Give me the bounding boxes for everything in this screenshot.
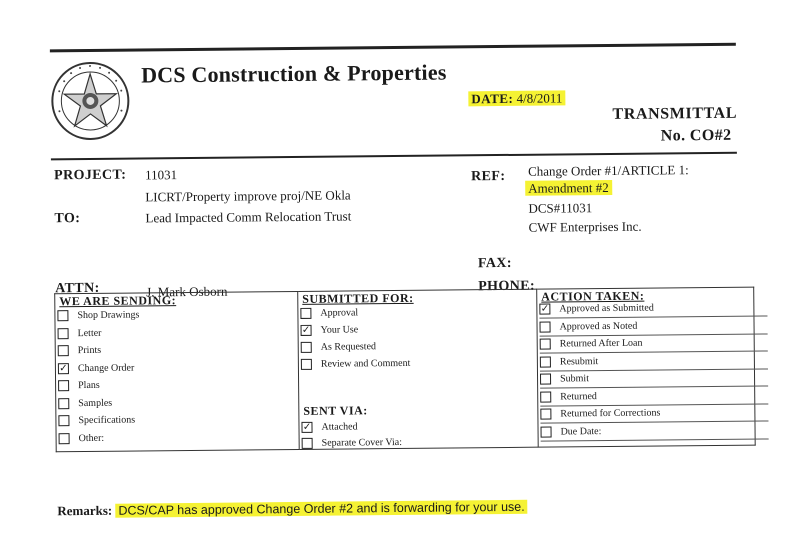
action-option-label: Approved as Submitted — [559, 302, 654, 315]
document-type: TRANSMITTAL — [612, 104, 738, 123]
sending-option-label: Shop Drawings — [77, 309, 140, 322]
action-option-row[interactable] — [539, 299, 767, 318]
submitted-option-label: As Requested — [320, 341, 377, 353]
sending-option-label: Samples — [78, 397, 113, 409]
action-option-row[interactable] — [540, 352, 768, 371]
submitted-option-label: Review and Comment — [320, 357, 411, 370]
sent-via-option-row[interactable] — [302, 434, 530, 452]
action-option-checkbox[interactable] — [540, 409, 551, 420]
remarks-label: Remarks: — [57, 502, 113, 519]
sent-via-option-checkbox[interactable]: ✓ — [302, 421, 312, 433]
submitted-option-checkbox[interactable] — [301, 342, 312, 353]
action-option-row[interactable] — [540, 422, 768, 441]
sending-option-label: Change Order — [77, 362, 135, 374]
action-option-label: Submit — [560, 373, 590, 385]
submitted-option-checkbox[interactable] — [301, 359, 312, 370]
attn-label: ATTN: — [55, 280, 100, 297]
submitted-option-row[interactable] — [301, 338, 529, 356]
submitted-option-label: Approval — [320, 307, 359, 319]
sending-option-row[interactable] — [58, 394, 286, 412]
sending-option-checkbox[interactable] — [58, 380, 69, 391]
action-option-checkbox[interactable] — [539, 321, 550, 332]
transmittal-checkbox-grid — [54, 287, 755, 453]
project-number: 11031 — [145, 167, 178, 183]
sending-option-label: Specifications — [78, 414, 136, 427]
action-option-checkbox[interactable] — [540, 391, 551, 402]
sent-via-option-label: Attached — [321, 421, 358, 433]
ref-label: REF: — [471, 168, 506, 185]
action-taken-heading: ACTION TAKEN: — [541, 288, 645, 304]
sending-option-label: Plans — [78, 379, 100, 392]
sending-option-row[interactable] — [58, 411, 286, 429]
action-option-checkbox[interactable] — [540, 356, 551, 367]
sending-option-row[interactable] — [58, 341, 286, 359]
submitted-option-checkbox[interactable]: ✓ — [301, 324, 311, 336]
action-option-label: Returned for Corrections — [560, 407, 661, 420]
action-option-checkbox[interactable] — [540, 374, 551, 385]
sending-option-checkbox[interactable] — [57, 310, 68, 321]
header-top-rule — [50, 43, 736, 53]
sending-option-label: Other: — [78, 432, 105, 444]
sending-option-checkbox[interactable] — [59, 433, 70, 444]
action-option-checkbox[interactable] — [541, 426, 552, 437]
sent-via-option-checkbox[interactable] — [302, 438, 313, 449]
sending-option-row[interactable] — [59, 429, 287, 447]
to-label: TO: — [54, 211, 81, 227]
submitted-for-section — [298, 289, 539, 449]
date-highlight — [468, 90, 565, 106]
submitted-for-heading: SUBMITTED FOR: — [302, 290, 414, 306]
sending-option-checkbox[interactable] — [58, 345, 69, 356]
action-option-checkbox[interactable]: ✓ — [540, 303, 550, 315]
sending-option-row[interactable] — [58, 376, 286, 394]
ref-line-1: Change Order #1/ARTICLE 1: — [527, 162, 689, 179]
date-field — [468, 90, 565, 107]
sending-option-checkbox[interactable] — [58, 398, 69, 409]
sending-option-label: Letter — [77, 327, 102, 339]
sending-option-label: Prints — [77, 344, 102, 357]
sending-option-checkbox[interactable] — [58, 328, 69, 339]
action-option-label: Approved as Noted — [559, 320, 638, 332]
sending-option-row[interactable] — [58, 324, 286, 342]
action-option-label: Returned After Loan — [559, 337, 643, 350]
header-bottom-rule — [51, 152, 737, 161]
we-are-sending-section — [55, 291, 300, 451]
document-number: No. CO#2 — [660, 126, 732, 145]
action-option-row[interactable] — [540, 334, 768, 353]
submitted-option-row[interactable] — [301, 321, 529, 339]
action-option-label: Due Date: — [560, 425, 602, 437]
amendment-highlight: Amendment #2 — [525, 180, 612, 196]
action-option-row[interactable] — [540, 369, 768, 388]
attn-value: J. Mark Osborn — [146, 283, 228, 300]
action-option-label: Returned — [560, 390, 597, 402]
to-value: Lead Impacted Comm Relocation Trust — [145, 208, 352, 226]
ref-line-3: DCS#11031 — [528, 200, 593, 216]
sending-option-checkbox[interactable] — [58, 415, 69, 426]
ref-line-2 — [525, 180, 612, 197]
action-taken-section — [537, 287, 756, 447]
action-option-label: Resubmit — [559, 355, 599, 367]
sent-via-heading: SENT VIA: — [303, 403, 368, 418]
sent-via-option-label: Separate Cover Via: — [321, 436, 403, 449]
phone-label: PHONE: — [478, 278, 536, 295]
project-label: PROJECT: — [54, 167, 127, 184]
ref-line-4: CWF Enterprises Inc. — [528, 218, 642, 235]
action-option-row[interactable] — [539, 317, 767, 336]
sending-option-row[interactable] — [57, 306, 285, 324]
we-are-sending-heading: WE ARE SENDING: — [59, 293, 177, 309]
company-name: DCS Construction & Properties — [140, 59, 447, 88]
remarks-text: DCS/CAP has approved Change Order #2 and is forwarding for your use. — [115, 500, 527, 518]
sending-option-checkbox[interactable]: ✓ — [59, 362, 68, 374]
fax-label: FAX: — [477, 255, 513, 272]
date-value: 4/8/2011 — [516, 90, 563, 106]
submitted-option-row[interactable] — [300, 304, 528, 322]
submitted-option-checkbox[interactable] — [300, 308, 311, 319]
action-option-row[interactable] — [540, 387, 768, 406]
state-seal-logo — [50, 61, 131, 142]
submitted-option-row[interactable] — [301, 355, 529, 373]
submitted-option-label: Your Use — [320, 324, 359, 336]
remarks-line — [57, 499, 528, 520]
project-description: LICRT/Property improve proj/NE Okla — [145, 187, 351, 205]
date-label: DATE: — [471, 90, 514, 107]
action-option-row[interactable] — [540, 404, 768, 423]
action-option-checkbox[interactable] — [540, 339, 551, 350]
sending-option-row[interactable] — [58, 359, 286, 377]
